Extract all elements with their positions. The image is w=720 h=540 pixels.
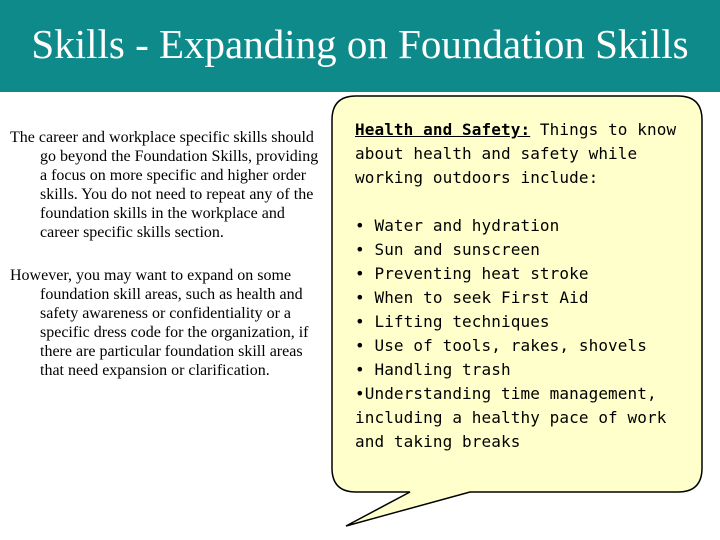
list-item: • Handling trash xyxy=(355,360,511,379)
list-item: • Sun and sunscreen xyxy=(355,240,540,259)
callout-heading: Health and Safety: xyxy=(355,120,531,139)
list-item: • Use of tools, rakes, shovels xyxy=(355,336,647,355)
list-item: • When to seek First Aid xyxy=(355,288,589,307)
list-item: •Understanding time management, including a healthy pace of work and taking breaks xyxy=(355,384,667,451)
callout-intro-text: Things to know about health and safety while working outdoors include: xyxy=(355,120,677,187)
list-item: • Water and hydration xyxy=(355,216,560,235)
safety-list xyxy=(355,214,685,454)
list-item: • Preventing heat stroke xyxy=(355,264,589,283)
left-paragraph-1: The career and workplace specific skills should go beyond the Foundation Skills, providing a focus on more specific and higher order skills. You do not need to repeat any of the foundation skills in the workplace and career specific skills section. xyxy=(10,129,319,241)
callout-intro xyxy=(355,118,685,190)
slide-title: Skills - Expanding on Foundation Skills xyxy=(31,21,689,67)
callout-text xyxy=(355,118,685,454)
left-paragraph-2: However, you may want to expand on some foundation skill areas, such as health and safety awareness or confidentiality or a specific dress code for the organization, if there are particular foundation skill areas that need expansion or clarification. xyxy=(10,267,309,379)
list-item: • Lifting techniques xyxy=(355,312,550,331)
